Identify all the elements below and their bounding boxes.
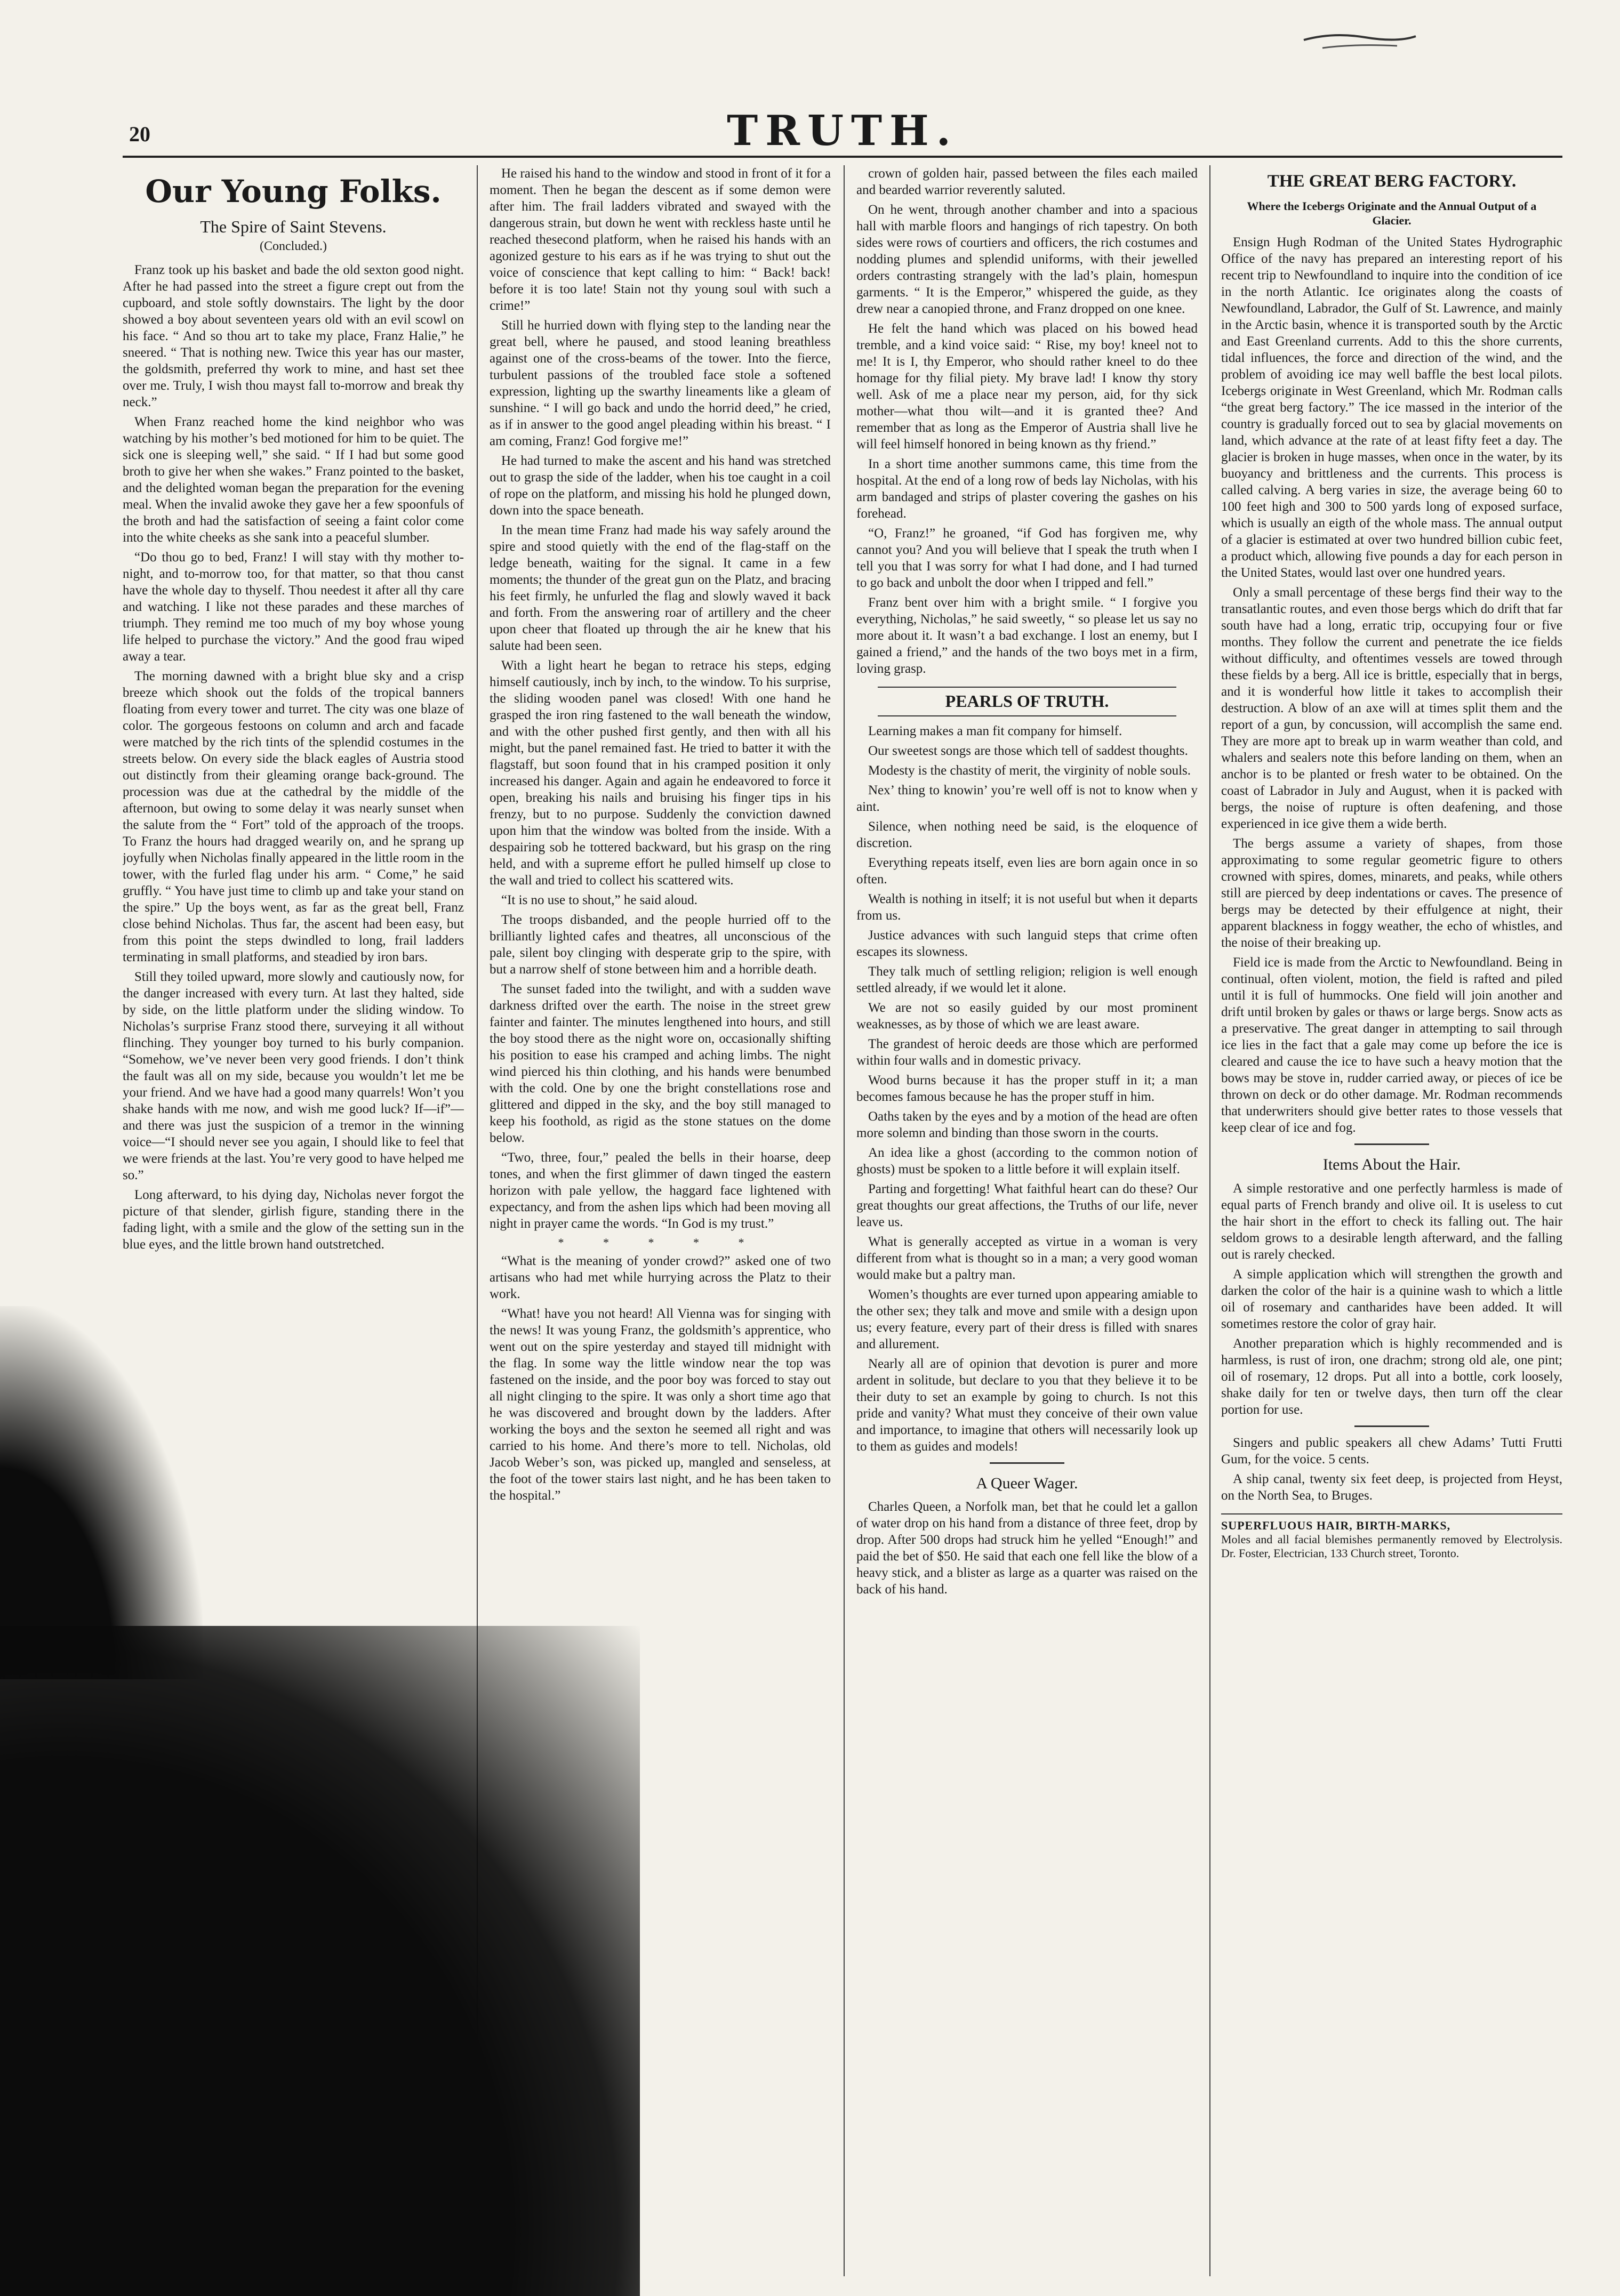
pearl-item: Nearly all are of opinion that devotion is purer and more ardent in solitude, but declare to you that they believe it to be their duty to set an example by going to church. Is not this pride and vanity? What must they conceive of their own value and importance, to imagine that others will necessarily look up to them as guides and models! [856, 1356, 1198, 1454]
paragraph: Franz bent over him with a bright smile. “ I forgive you everything, Nicholas,” he said sweetly, “ so please let us say no more about it. It wasn’t a bad exchange. I lost an enemy, but I gained a friend,” and the hands of the two boys met in a firm, loving grasp. [856, 595, 1198, 676]
paragraph: “Two, three, four,” pealed the bells in their hoarse, deep tones, and when the first glimmer of dawn tinged the eastern horizon with pale yellow, the haggard face lightened with expectancy, and from the ashen lips which had been moving all night in prayer came the words. “In God is my trust.” [490, 1150, 831, 1231]
pearl-item: An idea like a ghost (according to the common notion of ghosts) must be spoken to a little before it will explain itself. [856, 1145, 1198, 1177]
paragraph: With a light heart he began to retrace his steps, edging himself cautiously, inch by inch, to the window. To his surprise, the sliding wooden panel was closed! With one hand he grasped the iron ring fastened to the wall beneath the window, and with the other pushed first gently, and then with all his might, but the panel remained fast. He tried to batter it with the flagstaff, but soon found that in his cramped position it only increased his danger. Again and again he endeavored to force it open, breaking his nails and bruising his finger tips in his frenzy, but to no purpose. Suddenly the conviction dawned upon him that the window was bolted from the inside. With a despairing sob he tottered backward, but his grasp on the ring held, and with a supreme effort he pulled himself up close to the wall and tried to collect his scattered wits. [490, 658, 831, 888]
column-1 [123, 165, 464, 2276]
ad-body: Moles and all facial blemishes permanently removed by Electrolysis. Dr. Foster, Electrician, 133 Church street, Toronto. [1221, 1533, 1562, 1560]
paragraph: A simple application which will strengthen the growth and darken the color of the hair is a quinine wash to which a little oil of rosemary and cantharides have been added. It will sometimes restore the color of gray hair. [1221, 1267, 1562, 1331]
column-4 [1221, 165, 1562, 2276]
pearl-item: Parting and forgetting! What faithful heart can do these? Our great thoughts our great affections, the Truths of our life, never leave us. [856, 1181, 1198, 1229]
column-divider [844, 165, 845, 2276]
pearl-item: Wealth is nothing in itself; it is not useful but when it departs from us. [856, 891, 1198, 923]
paragraph: “O, Franz!” he groaned, “if God has forgiven me, why cannot you? And you will believe that I speak the truth when I tell you that I was sorry for what I had done, and I had turned to go back and unbolt the door when I tripped and fell.” [856, 526, 1198, 590]
column-divider [1209, 165, 1210, 2276]
paragraph: The morning dawned with a bright blue sky and a crisp breeze which shook out the folds of the tropical banners floating from every tower and turret. The city was one blaze of color. The gorgeous festoons on column and arch and facade were matched by the rich tints of the splendid costumes in the streets below. On every side the black eagles of Austria stood out distinctly from their gleaming orange back-ground. The procession was due at the cathedral by the middle of the afternoon, but owing to some delay it was nearly sunset when the salute from the “ Fort” told of the approach of the troops. To Franz the hours had dragged wearily on, and he sprang up joyfully when Nicholas finally appeared in the little room in the tower, with the furled flag under his arm. “ Come,” he said gruffly. “ You have just time to climb up and take your stand on the spire.” Up the boys went, as far as the great bell, Franz close behind Nicholas. Thus far, the ascent had been easy, but from this point the steps dwindled to long, frail ladders terminating in small platforms, and steadied by iron bars. [123, 669, 464, 965]
paragraph: The troops disbanded, and the people hurried off to the brilliantly lighted cafes and theatres, all unconscious of the pale, silent boy clinging with desperate grip to the spire, with but a narrow shelf of stone between him and a horrible death. [490, 913, 831, 977]
story-subtitle: (Concluded.) [260, 239, 327, 253]
pearl-item: Learning makes a man fit company for himself. [868, 723, 1122, 738]
paragraph: “What is the meaning of yonder crowd?” asked one of two artisans who had met while hurrying across the Platz to their work. [490, 1254, 831, 1302]
paragraph: Only a small percentage of these bergs find their way to the transatlantic routes, and even those bergs which do drift that far south have had a long, erratic trip, occupying four or five months. They follow the current and penetrate the ice fields without difficulty, and oftentimes vessels are towed through these fields by a berg. All ice is brittle, especially that in bergs, and it is wonderful how little it takes to accomplish their destruction. A blow of an axe will at times split them and the report of a gun, by concussion, will accomplish the same end. They are more apt to break up in warm weather than cold, and whalers and sealers note this before landing on them, when an anchor is to be planted or fresh water to be obtained. On the coast of Labrador in July and August, when it is packed with bergs, the noise of rupture is often deafening, and those experienced in ice give them a wide berth. [1221, 585, 1562, 832]
article-title: THE GREAT BERG FACTORY. [1267, 172, 1517, 191]
paragraph: Still he hurried down with flying step to the landing near the great bell, where he paused, and stood leaning breathless against one of the cross-beams of the tower. Into the fierce, turbulent passions of the troubled face stole a softened expression, lighting up the swarthy lineaments like a gleam of sunshine. “ I will go back and undo the horrid deed,” he cried, as if in answer to the good angel pleading within his breast. “ I am coming, Franz! God forgive me!” [490, 318, 831, 448]
paragraph: Long afterward, to his dying day, Nicholas never forgot the picture of that slender, girlish figure, standing there in the fading light, with a smile and the glow of the setting sun in the blue eyes, and the little brown hand outstretched. [123, 1188, 464, 1252]
pearl-item: Modesty is the chastity of merit, the virginity of noble souls. [868, 763, 1191, 778]
column-2 [490, 165, 831, 2276]
story-title: The Spire of Saint Stevens. [200, 216, 387, 236]
paragraph: Franz took up his basket and bade the old sexton good night. After he had passed into the street a figure crept out from the cupboard, and stole softly downstairs. The light by the door showed a boy about seventeen years old with an evil scowl on his face. “ And so thou art to take my place, Franz Halie,” he sneered. “ That is nothing new. Twice this year has our master, the goldsmith, preferred thy work to mine, and hast set thee over me. Truly, I wish thou mayst fall to-morrow and break thy neck.” [123, 263, 464, 410]
paragraph: Field ice is made from the Arctic to Newfoundland. Being in continual, often violent, motion, the field is rafted and piled until it is full of hummocks. One field will join another and drift until broken by gales or thaws or large bergs. Snow acts as a preservative. The great danger in attempting to sail through ice lies in the fact that a gale may come up before the ice is cleared and cause the ice to have such a heavy motion that the bows may be stove in, rudder carried away, or pieces of ice be thrown on deck or do other damage. Mr. Rodman recommends that underwriters should give better rates to those vessels that keep clear of ice and fog. [1221, 955, 1562, 1135]
advertisement [1221, 1513, 1562, 1561]
pearl-item: Nex’ thing to knowin’ you’re well off is not to know when y aint. [856, 783, 1198, 814]
paragraph: “What! have you not heard! All Vienna was for singing with the news! It was young Franz, the goldsmith’s apprentice, who went out on the spire yesterday and stayed till midnight with the flag. In some way the little window near the top was fastened on the inside, and the poor boy was forced to stay out all night clinging to the spire. It was only a short time ago that he was discovered and brought down by the ladders. After working the boys and the sexton he seemed all right and was carried to his home. And there’s more to tell. Nicholas, old Jacob Weber’s son, was picked up, mangled and senseless, at the foot of the tower stairs last night, and he has been taken to the hospital.” [490, 1307, 831, 1503]
paragraph: Charles Queen, a Norfolk man, bet that he could let a gallon of water drop on his hand from a distance of three feet, drop by drop. After 500 drops had struck him he yelled “Enough!” and paid the bet of $50. He said that each one fell like the blow of a heavy stick, and a blister as large as a quarter was raised on the back of his hand. [856, 1499, 1198, 1597]
paragraph: He felt the hand which was placed on his bowed head tremble, and a kind voice said: “ Rise, my boy! kneel not to me! It is I, thy Emperor, who should rather kneel to do thee homage for thy filial piety. My brave lad! I know thy story well. Ask of me a place near my person, aid, for thy sick mother—what thou wilt—and it is granted thee? And remember that as long as the Emperor of Austria shall live he will feel himself honored in being known as thy friend.” [856, 321, 1198, 452]
pearl-item: The grandest of heroic deeds are those which are performed within four walls and in domestic privacy. [856, 1036, 1198, 1068]
paragraph: “It is no use to shout,” he said aloud. [501, 893, 697, 907]
pearl-item: Oaths taken by the eyes and by a motion of the head are often more solemn and binding than those sworn in the courts. [856, 1109, 1198, 1140]
pearl-item: Our sweetest songs are those which tell of saddest thoughts. [868, 743, 1188, 758]
section-title: Our Young Folks. [145, 173, 442, 210]
paragraph: A ship canal, twenty six feet deep, is projected from Heyst, on the North Sea, to Bruges. [1221, 1471, 1562, 1503]
margin-pen-mark [1301, 21, 1418, 53]
column-divider [477, 165, 478, 2276]
divider [1354, 1425, 1429, 1427]
page-number: 20 [129, 122, 150, 146]
paragraph: Ensign Hugh Rodman of the United States Hydrographic Office of the navy has prepared an interesting report of his recent trip to Newfoundland to inquire into the condition of ice in the north Atlantic. Ice originates along the coasts of Newfoundland, Labrador, the Gulf of St. Lawrence, and mainly in the Arctic basin, whence it is transported south by the Arctic and East Greenland currents. Add to this the shore currents, tidal influences, the force and direction of the wind, and the problem of avoiding ice may well baffle the best local pilots. Icebergs originate in West Greenland, which Mr. Rodman calls “the great berg factory.” The ice massed in the interior of the country is gradually forced out to sea by glacial movements on land, which advance at the rate of at least fifty feet a day. The glacier is broken in huge masses, when once in the water, by its buoyancy and brittleness and the currents. This process is called calving. A berg varies in size, the average being 60 to 100 feet high and 300 to 500 yards long of exposed surface, which is usually an eigth of the whole mass. The annual output of a glacier is estimated at over two hundred billion cubic feet, a product which, allowing five pounds a day for each person in the United States, would last over one hundred years. [1221, 235, 1562, 581]
paragraph: On he went, through another chamber and into a spacious hall with marble floors and hangings of rich tapestry. On both sides were rows of courtiers and officers, the rich costumes and nodding plumes and splendid uniforms, with their jewelled orders contrasting strangely with the lad’s plain, homespun garments. “ It is the Emperor,” whispered the guide, as they drew near a canopied throne, and Franz dropped on one knee. [856, 203, 1198, 316]
paragraph: Still they toiled upward, more slowly and cautiously now, for the danger increased with every turn. At last they halted, side by side, on the little platform under the sliding window. To Nicholas’s surprise Franz stood there, surveying it all without flinching. They younger boy turned to his burly companion. “Somehow, we’ve never been very good friends. I don’t think the fault was all on my side, because you wouldn’t let me be your friend. And we have had a good many quarrels! Won’t you shake hands with me now, and wish me good luck? If—if”—and there was just the suspicion of a tremor in the winning voice—“I should never see you again, I should like to feel that we were friends at the last. You’re very good to have helped me so.” [123, 970, 464, 1183]
header-rule [123, 156, 1562, 158]
pearl-item: Justice advances with such languid steps that crime often escapes its slowness. [856, 928, 1198, 959]
pearl-item: Wood burns because it has the proper stuff in it; a man becomes famous because he has the proper stuff in him. [856, 1073, 1198, 1104]
paragraph: A simple restorative and one perfectly harmless is made of equal parts of French brandy and olive oil. It is useless to cut the hair short in the effort to check its falling out. The hair seldom grows to a desirable length afterward, and the falling out is rarely checked. [1221, 1181, 1562, 1262]
pearl-item: Silence, when nothing need be said, is the eloquence of discretion. [856, 819, 1198, 850]
pearls-heading: PEARLS OF TRUTH. [878, 687, 1176, 716]
column-3 [856, 165, 1198, 2276]
ad-headline: SUPERFLUOUS HAIR, BIRTH-MARKS, [1221, 1518, 1451, 1532]
paragraph: In the mean time Franz had made his way safely around the spire and stood quietly with the end of the flag-staff on the ledge beneath, waiting for the signal. It came in a few moments; the thunder of the great gun on the Platz, and bracing his feet firmly, he unfurled the flag and slowly waved it back and forth. From the answering roar of artillery and the cheer upon cheer that floated up through the air he knew that his salute had been seen. [490, 523, 831, 653]
divider [1354, 1143, 1429, 1145]
paragraph: He had turned to make the ascent and his hand was stretched out to grasp the side of the ladder, when his toe caught in a coil of rope on the platform, and missing his hold he plunged down, down into the space beneath. [490, 454, 831, 518]
paragraph: “Do thou go to bed, Franz! I will stay with thy mother to-night, and to-morrow too, for that matter, so that thou canst have the whole day to thyself. Thou needest it after all thy care and watching. I like not these parades and these marches of triumph. They remind me too much of my boy whose young life helped to purchase the victory.” And the good frau wiped away a tear. [123, 550, 464, 664]
pearl-item: What is generally accepted as virtue in a woman is very different from what is thought so in a man; a very good woman would make but a paltry man. [856, 1234, 1198, 1282]
wager-heading: A Queer Wager. [976, 1474, 1078, 1492]
paragraph: crown of golden hair, passed between the files each mailed and bearded warrior reverently saluted. [856, 166, 1198, 197]
paragraph: In a short time another summons came, this time from the hospital. At the end of a long row of beds lay Nicholas, with his arm bandaged and strips of plaster covering the gashes on his forehead. [856, 457, 1198, 521]
section-break-stars: * * * * * [558, 1236, 763, 1249]
paragraph: The bergs assume a variety of shapes, from those approximating to some regular geometric figure to others crowned with spires, domes, minarets, and peaks, while others still are pierced by deep indentations or caves. The presence of bergs may be detected by their effulgence at night, their apparent blackness in foggy weather, the echo of whistles, and the noise of their breaking up. [1221, 836, 1562, 950]
columns [123, 165, 1562, 2276]
pearl-item: Women’s thoughts are ever turned upon appearing amiable to the other sex; they talk and move and smile with a design upon us; every feature, every part of their dress is filled with snares and allurement. [856, 1287, 1198, 1351]
hair-heading: Items About the Hair. [1322, 1156, 1461, 1174]
paragraph: He raised his hand to the window and stood in front of it for a moment. Then he began the descent as if some demon were after him. The frail ladders vibrated and swayed with the dangerous strain, but down he went with reckless haste until he reached thesecond platform, when he raised his hands with an agonized gesture to his ears as if he was trying to shut out the voice of conscience that kept calling to him: “ Back! back! before it is too late! Stain not thy young soul with such a crime!” [490, 166, 831, 313]
divider [990, 1462, 1064, 1464]
article-subtitle: Where the Icebergs Originate and the Annual Output of a Glacier. [1247, 199, 1537, 228]
pearl-item: We are not so easily guided by our most prominent weaknesses, as by those of which we are least aware. [856, 1000, 1198, 1032]
paragraph: Another preparation which is highly recommended and is harmless, is rust of iron, one drachm; strong old ale, one pint; oil of rosemary, 12 drops. Put all into a bottle, cork loosely, shake daily for ten or twelve days, then turn off the clear portion for use. [1221, 1336, 1562, 1417]
pearl-item: Everything repeats itself, even lies are born again once in so often. [856, 855, 1198, 887]
masthead-title: TRUTH. [727, 107, 958, 155]
pearl-item: They talk much of settling religion; religion is well enough settled already, if we would let it alone. [856, 964, 1198, 995]
paragraph: When Franz reached home the kind neighbor who was watching by his mother’s bed motioned for him to be quiet. The sick one is sleeping well,” she said. “ If I had but some good broth to give her when she wakes.” Franz pointed to the basket, and the delighted woman began the preparation for the evening meal. When the invalid awoke they gave her a few spoonfuls of the broth and had the satisfaction of seeing a faint color come into the white cheeks as she sank into a peaceful slumber. [123, 415, 464, 545]
paragraph: The sunset faded into the twilight, and with a sudden wave darkness drifted over the earth. The noise in the street grew fainter and fainter. The minutes lengthened into hours, and still the boy stood there as the night wore on, occasionally shifting his position to ease his cramped and aching limbs. The night wind pierced his thin clothing, and his hands were benumbed with the cold. One by one the bright constellations rose and glittered and dipped in the sky, and the boy still managed to keep his foothold, as rigid as the stone statues on the dome below. [490, 982, 831, 1145]
page-header [123, 107, 1562, 155]
paragraph: Singers and public speakers all chew Adams’ Tutti Frutti Gum, for the voice. 5 cents. [1221, 1435, 1562, 1467]
